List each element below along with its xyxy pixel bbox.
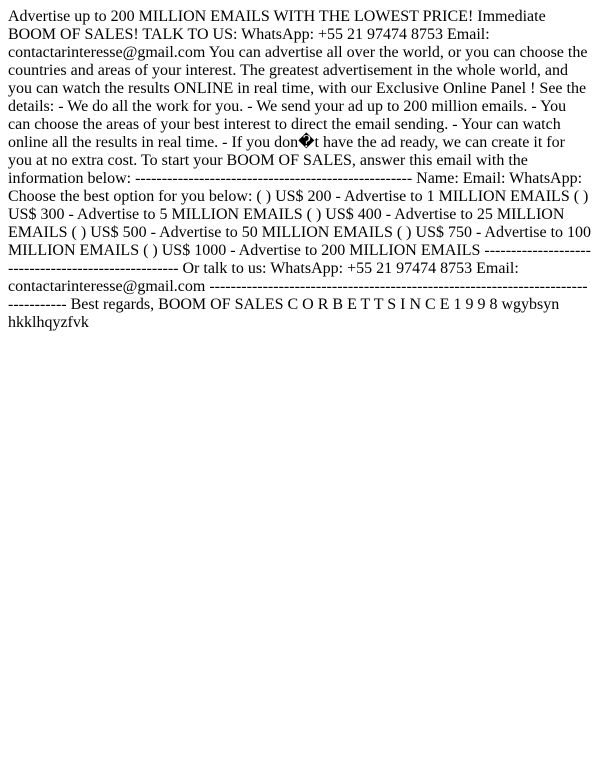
page [0,0,600,332]
message-body-text: Advertise up to 200 MILLION EMAILS WITH THE LOWEST PRICE! Immediate BOOM OF SALES! TALK TO US: WhatsApp: +55 21 97474 8753 Email: contactarinteresse@gmail.com You can advertise all over the world, or you can choose the countries and areas of your interest. The greatest advertisement in the whole world, and you can watch the results ONLINE in real time, with our Exclusive Online Panel ! See the details: - We do all the work for you. - We send your ad up to 200 million emails. - You can choose the areas of your best interest to direct the email sending. - Your can watch online all the results in real time. - If you don�t have the ad ready, we can create it for you at no extra cost. To start your BOOM OF SALES, answer this email with the information below: ---------------------------------------------------- Name: Email: WhatsApp: Choose the best option for you below: ( ) US$ 200 - Advertise to 1 MILLION EMAILS ( ) US$ 300 - Advertise to 5 MILLION EMAILS ( ) US$ 400 - Advertise to 25 MILLION EMAILS ( ) US$ 500 - Advertise to 50 MILLION EMAILS ( ) US$ 750 - Advertise to 100 MILLION EMAILS ( ) US$ 1000 - Advertise to 200 MILLION EMAILS ---------------------------------------------------- Or talk to us: WhatsApp: +55 21 97474 8753 Email: contactarinteresse@gmail.com ---------------------------------------------------------------------------------- Best regards, BOOM OF SALES C O R B E T T S I N C E 1 9 9 8 wgybsyn hkklhqyzfvk [8,8,592,331]
